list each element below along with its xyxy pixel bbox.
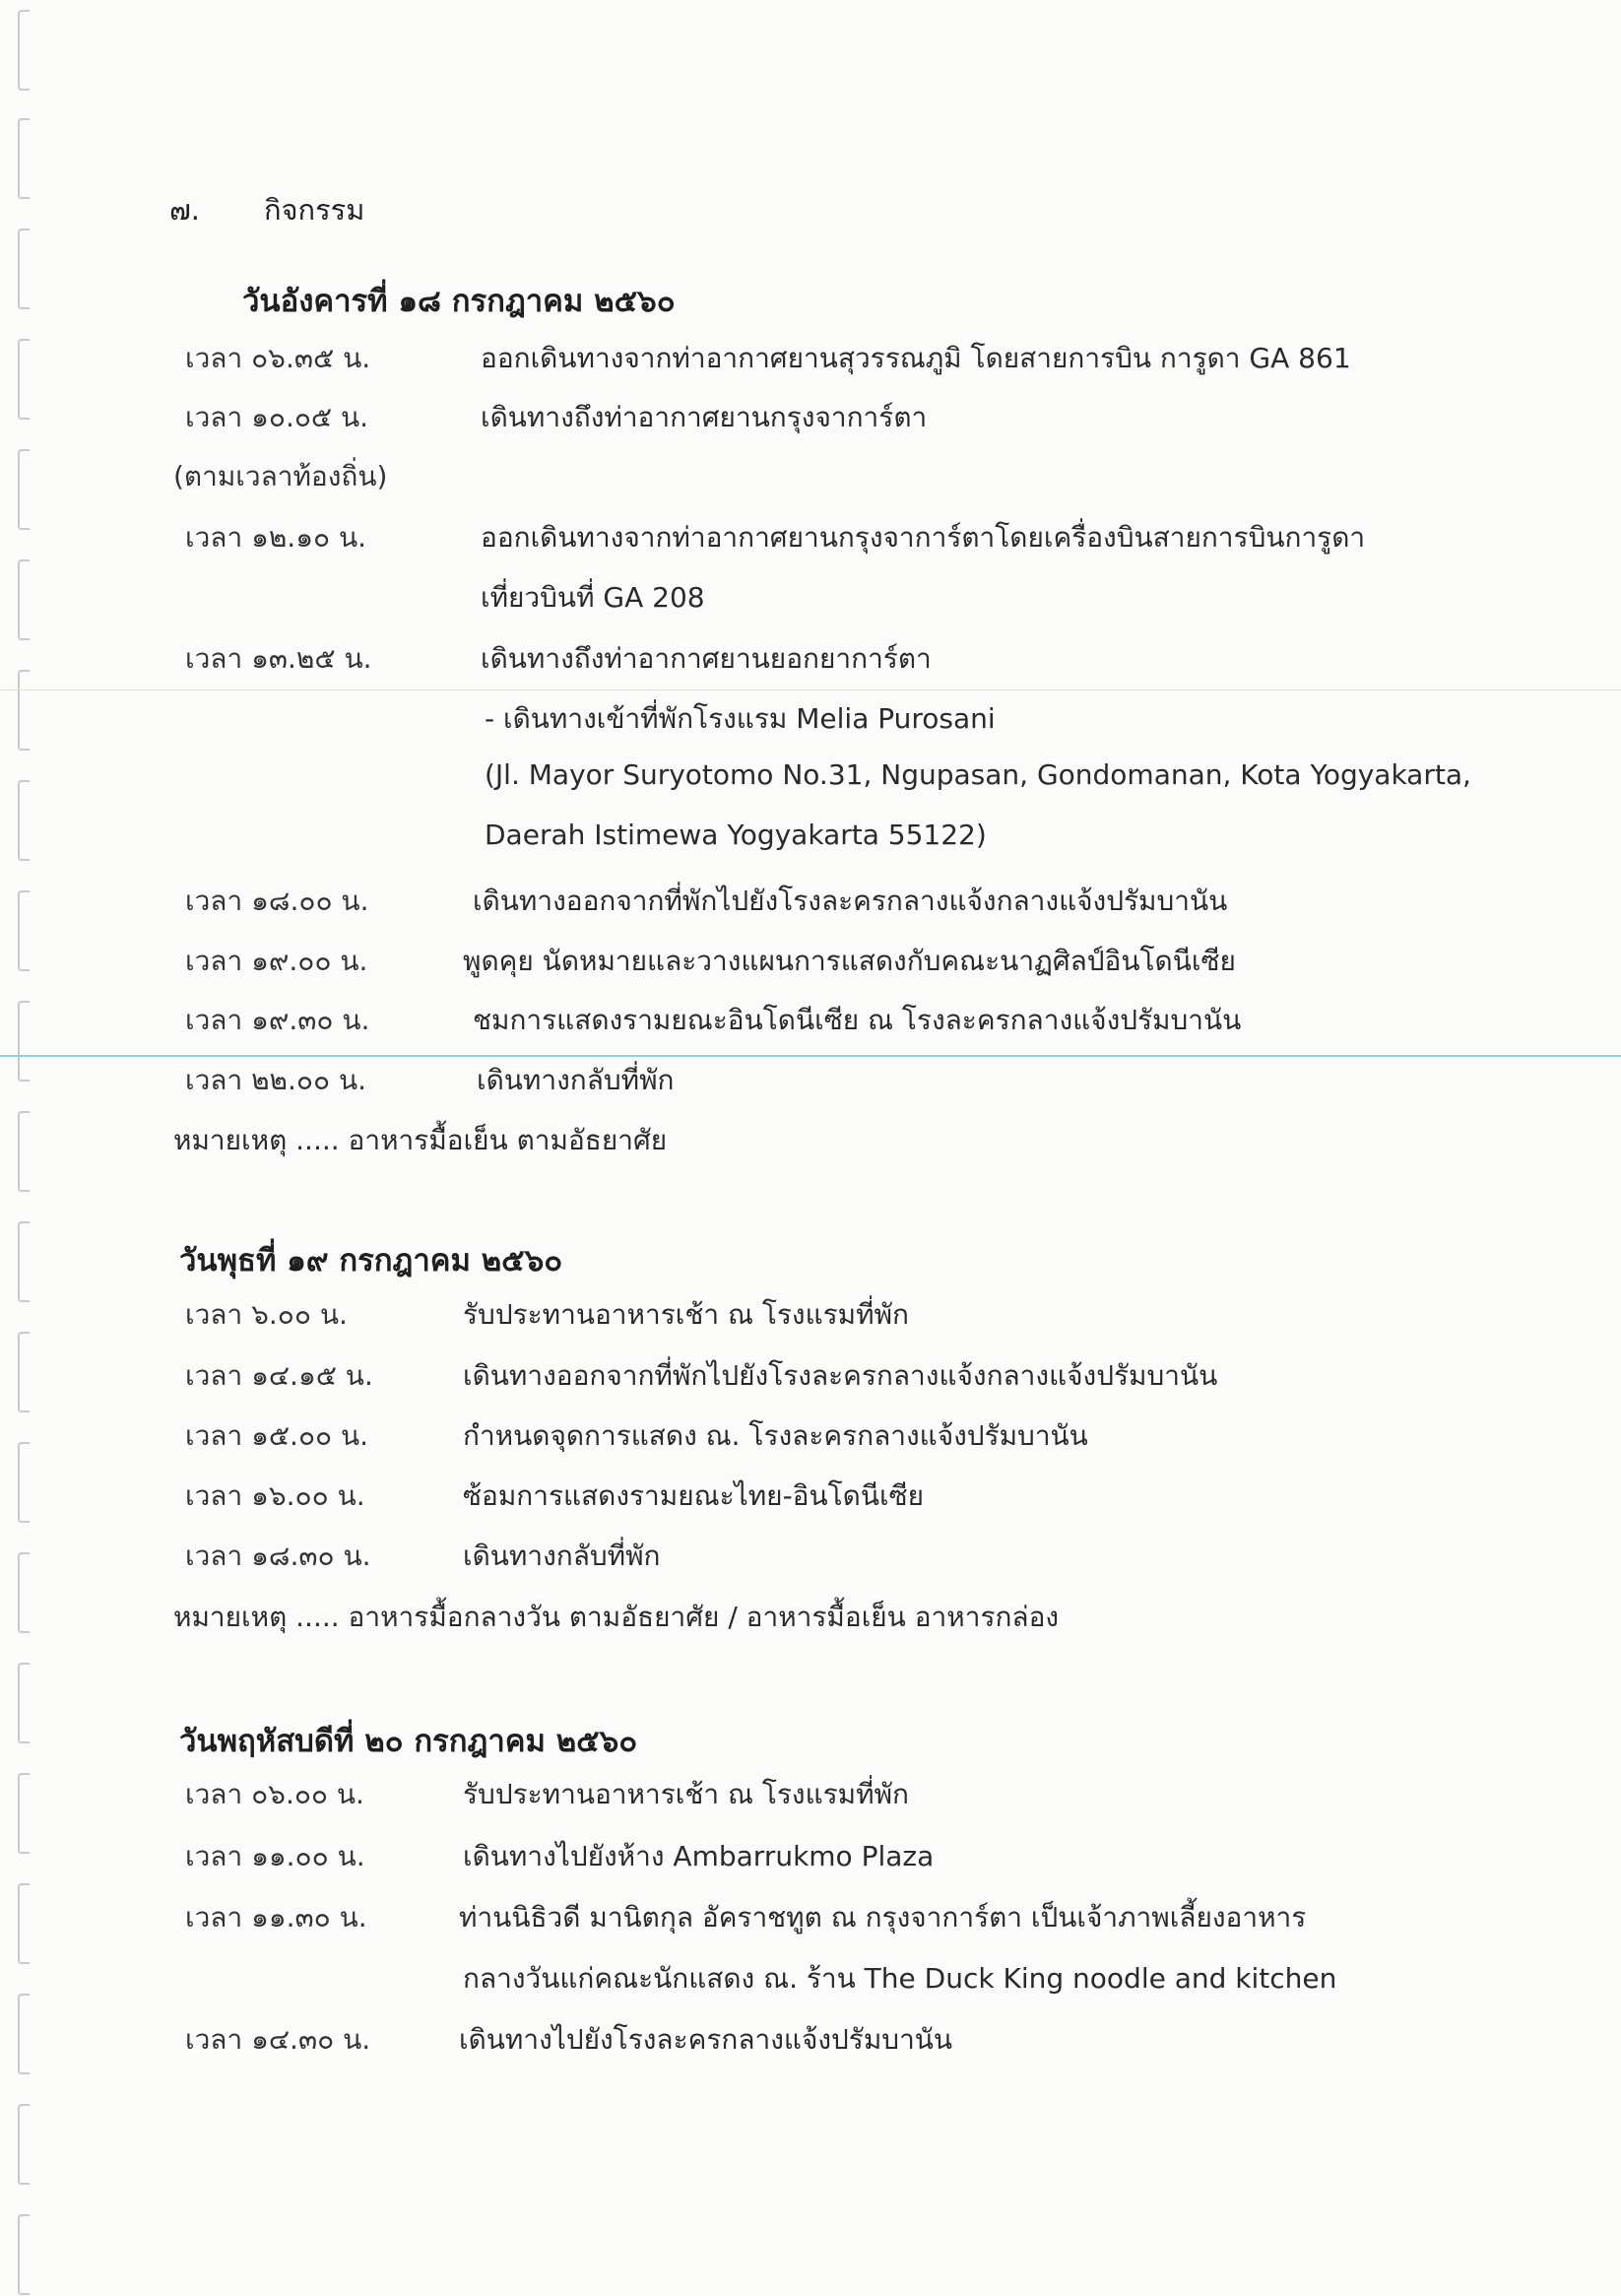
row-time: เวลา ๑๘.๐๐ น. [185,885,369,917]
row-desc: ซ้อมการแสดงรามยณะไทย-อินโดนีเซีย [463,1479,924,1512]
binding-ring [18,10,30,91]
binding-ring [18,1221,30,1302]
schedule-row [0,396,1621,439]
schedule-row [0,516,1621,559]
row-desc: เดินทางไปยังโรงละครกลางแจ้งปรัมบานัน [459,2023,953,2056]
binding-ring [18,1111,30,1192]
row-desc: เดินทางออกจากที่พักไปยังโรงละครกลางแจ้งกลางแจ้งปรัมบานัน [463,1359,1218,1392]
row-desc: เดินทางถึงท่าอากาศยานกรุงจาการ์ตา [481,401,928,433]
schedule-row [0,337,1621,380]
row-time: เวลา ๑๒.๑๐ น. [185,521,367,554]
schedule-row [0,637,1621,681]
row-desc: ชมการแสดงรามยณะอินโดนีเซีย ณ โรงละครกลางแจ้งปรัมบานัน [473,1004,1242,1036]
row-desc: รับประทานอาหารเช้า ณ โรงแรมที่พัก [463,1298,909,1331]
row-desc: (Jl. Mayor Suryotomo No.31, Ngupasan, Gondomanan, Kota Yogyakarta, [485,758,1471,791]
schedule-row [0,1773,1621,1816]
binding-ring [18,2104,30,2185]
binding-ring [18,2214,30,2295]
row-time: เวลา ๐๖.๓๕ น. [185,342,371,374]
schedule-row [0,1354,1621,1398]
section-title: กิจกรรม [264,193,365,227]
schedule-row [0,1059,1621,1102]
schedule-row [0,819,1621,862]
schedule-row [0,1896,1621,1939]
schedule-row [0,880,1621,923]
row-desc: เดินทางไปยังห้าง Ambarrukmo Plaza [463,1840,935,1872]
schedule-row [0,455,1621,498]
row-desc: ออกเดินทางจากท่าอากาศยานกรุงจาการ์ตาโดยเครื่องบินสายการบินการูดา [481,521,1366,554]
row-time: เวลา ๑๙.๐๐ น. [185,945,368,977]
row-desc: เดินทางกลับที่พัก [477,1064,675,1096]
row-desc: - เดินทางเข้าที่พักโรงแรม Melia Purosani [485,702,996,735]
row-time: เวลา ๑๓.๒๕ น. [185,642,372,675]
row-time: เวลา ๑๑.๐๐ น. [185,1840,365,1872]
schedule-row [0,2018,1621,2062]
scan-line [0,689,1621,690]
schedule-row [0,1293,1621,1337]
day-heading: วันอังคารที่ ๑๘ กรกฎาคม ๒๕๖๐ [242,284,676,319]
row-desc: พูดคุย นัดหมายและวางแผนการแสดงกับคณะนาฏศิลป์อินโดนีเซีย [463,945,1236,977]
section-number: ๗. [169,193,201,227]
row-time: เวลา ๑๑.๓๐ น. [185,1901,367,1934]
row-time: เวลา ๖.๐๐ น. [185,1298,348,1331]
schedule-row [0,1535,1621,1578]
binding-ring [18,229,30,309]
row-time: เวลา ๐๖.๐๐ น. [185,1778,364,1810]
schedule-row [0,1835,1621,1878]
row-time: เวลา ๑๖.๐๐ น. [185,1479,365,1512]
row-desc: เดินทางกลับที่พัก [463,1540,661,1572]
row-desc: กลางวันแก่คณะนักแสดง ณ. ร้าน The Duck King noodle and kitchen [463,1962,1337,1995]
binding-ring [18,118,30,199]
schedule-row [0,697,1621,741]
schedule-row [0,999,1621,1042]
row-desc: เที่ยวบินที่ GA 208 [481,581,705,614]
row-time: เวลา ๑๐.๐๕ น. [185,401,369,433]
scan-line [0,1055,1621,1057]
schedule-row [0,576,1621,620]
schedule-row [0,1414,1621,1458]
schedule-row [0,1475,1621,1518]
schedule-row [0,940,1621,983]
binding-ring [18,1663,30,1743]
schedule-row [0,1957,1621,2001]
day-heading: วันพฤหัสบดีที่ ๒๐ กรกฎาคม ๒๕๖๐ [179,1724,638,1759]
row-desc: เดินทางออกจากที่พักไปยังโรงละครกลางแจ้งกลางแจ้งปรัมบานัน [473,885,1228,917]
row-time: (ตามเวลาท้องถิ่น) [173,460,388,492]
schedule-row [0,758,1621,802]
row-desc: Daerah Istimewa Yogyakarta 55122) [485,819,987,851]
row-desc: ท่านนิธิวดี มานิตกุล อัคราชทูต ณ กรุงจาการ์ตา เป็นเจ้าภาพเลี้ยงอาหาร [459,1901,1307,1934]
row-time: เวลา ๒๒.๐๐ น. [185,1064,367,1096]
row-desc: กำหนดจุดการแสดง ณ. โรงละครกลางแจ้งปรัมบานัน [463,1419,1088,1452]
row-time: เวลา ๑๘.๓๐ น. [185,1540,371,1572]
row-time: เวลา ๑๔.๑๕ น. [185,1359,373,1392]
row-desc: ออกเดินทางจากท่าอากาศยานสุวรรณภูมิ โดยสายการบิน การูดา GA 861 [481,342,1351,374]
day-heading: วันพุธที่ ๑๙ กรกฎาคม ๒๕๖๐ [179,1243,563,1279]
row-desc: เดินทางถึงท่าอากาศยานยอกยาการ์ตา [481,642,932,675]
note: หมายเหตุ ..... อาหารมื้อเย็น ตามอัธยาศัย [173,1124,668,1156]
row-time: เวลา ๑๕.๐๐ น. [185,1419,369,1452]
row-desc: รับประทานอาหารเช้า ณ โรงแรมที่พัก [463,1778,909,1810]
note: หมายเหตุ ..... อาหารมื้อกลางวัน ตามอัธยาศัย / อาหารมื้อเย็น อาหารกล่อง [173,1601,1060,1633]
row-time: เวลา ๑๙.๓๐ น. [185,1004,370,1036]
row-time: เวลา ๑๔.๓๐ น. [185,2023,371,2056]
